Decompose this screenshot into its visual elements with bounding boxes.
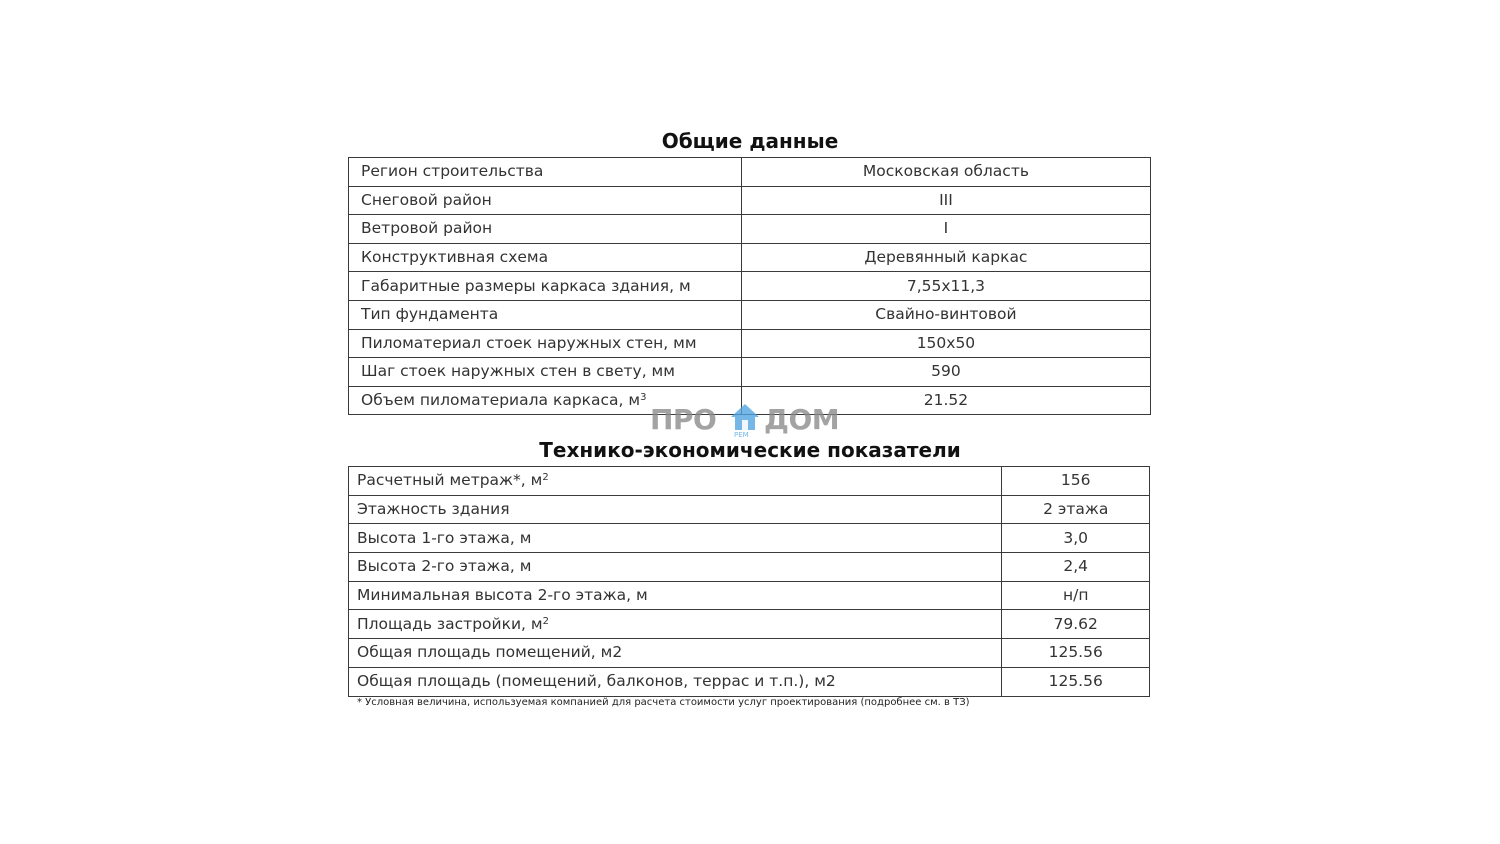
table-row (349, 667, 1150, 696)
row-label: Снеговой район (361, 190, 492, 209)
general-data-title: Общие данные (661, 129, 839, 153)
table-row (349, 610, 1150, 639)
row-value: I (741, 215, 1150, 244)
row-label: Расчетный метраж*, м (357, 471, 543, 490)
row-value: Деревянный каркас (741, 243, 1150, 272)
row-label: Тип фундамента (361, 305, 499, 324)
row-label-cell (349, 495, 1002, 524)
row-label-cell (349, 329, 742, 358)
row-value: III (741, 186, 1150, 215)
row-label: Шаг стоек наружных стен в свету, мм (361, 362, 675, 381)
table-row (349, 581, 1150, 610)
row-label-cell (349, 667, 1002, 696)
table-row (349, 329, 1151, 358)
row-label-cell (349, 553, 1002, 582)
row-label-cell (349, 186, 742, 215)
table-row (349, 215, 1151, 244)
table-row (349, 524, 1150, 553)
watermark-sub-text: РЕМ (734, 431, 749, 439)
table-row (349, 243, 1151, 272)
table-row (349, 639, 1150, 668)
row-label-cell (349, 467, 1002, 496)
row-label: Общая площадь (помещений, балконов, террас и т.п.), м2 (357, 672, 836, 691)
unit-superscript: 2 (542, 472, 549, 484)
row-label-cell (349, 272, 742, 301)
row-value: 156 (1002, 467, 1150, 496)
pro-dom-watermark (650, 403, 850, 443)
row-label: Регион строительства (361, 162, 544, 181)
row-label: Габаритные размеры каркаса здания, м (361, 276, 691, 295)
row-label-cell (349, 243, 742, 272)
table-row (349, 467, 1150, 496)
row-label: Ветровой район (361, 219, 493, 238)
row-value: 21.52 (741, 386, 1150, 415)
row-label-cell (349, 639, 1002, 668)
row-label: Высота 2-го этажа, м (357, 557, 532, 576)
row-label: Минимальная высота 2-го этажа, м (357, 586, 648, 605)
row-label-cell (349, 300, 742, 329)
table-row (349, 358, 1151, 387)
row-label: Площадь застройки, м (357, 614, 543, 633)
row-value: 150х50 (741, 329, 1150, 358)
row-value: 2,4 (1002, 553, 1150, 582)
row-label-cell (349, 158, 742, 187)
unit-superscript: 3 (640, 392, 647, 404)
table-row (349, 495, 1150, 524)
row-label: Общая площадь помещений, м2 (357, 643, 623, 662)
row-label-cell (349, 610, 1002, 639)
row-value: 3,0 (1002, 524, 1150, 553)
watermark-left-text: ПРО (650, 403, 717, 436)
row-label: Объем пиломатериала каркаса, м (361, 391, 641, 410)
row-value: 125.56 (1002, 667, 1150, 696)
row-value: Свайно-винтовой (741, 300, 1150, 329)
row-label-cell (349, 215, 742, 244)
row-label-cell (349, 581, 1002, 610)
row-label-cell (349, 358, 742, 387)
footnote: * Условная величина, используемая компанией для расчета стоимости услуг проектирования (подробнее см. в ТЗ) (357, 697, 970, 708)
house-icon (730, 403, 760, 431)
row-value: 125.56 (1002, 639, 1150, 668)
table-row (349, 186, 1151, 215)
row-label: Пиломатериал стоек наружных стен, мм (361, 333, 697, 352)
row-label: Этажность здания (357, 500, 510, 519)
table-row (349, 158, 1151, 187)
row-label: Конструктивная схема (361, 248, 549, 267)
row-value: н/п (1002, 581, 1150, 610)
row-value: 7,55х11,3 (741, 272, 1150, 301)
row-value: 79.62 (1002, 610, 1150, 639)
unit-superscript: 2 (542, 615, 549, 627)
row-label-cell (349, 524, 1002, 553)
indicators-title: Технико-экономические показатели (539, 438, 961, 462)
general-data-table (348, 157, 1151, 415)
table-row (349, 300, 1151, 329)
row-label: Высота 1-го этажа, м (357, 528, 532, 547)
table-row (349, 272, 1151, 301)
row-value: Московская область (741, 158, 1150, 187)
table-row (349, 553, 1150, 582)
row-value: 590 (741, 358, 1150, 387)
indicators-table (348, 466, 1150, 697)
watermark-right-text: ДОМ (764, 403, 840, 436)
row-value: 2 этажа (1002, 495, 1150, 524)
